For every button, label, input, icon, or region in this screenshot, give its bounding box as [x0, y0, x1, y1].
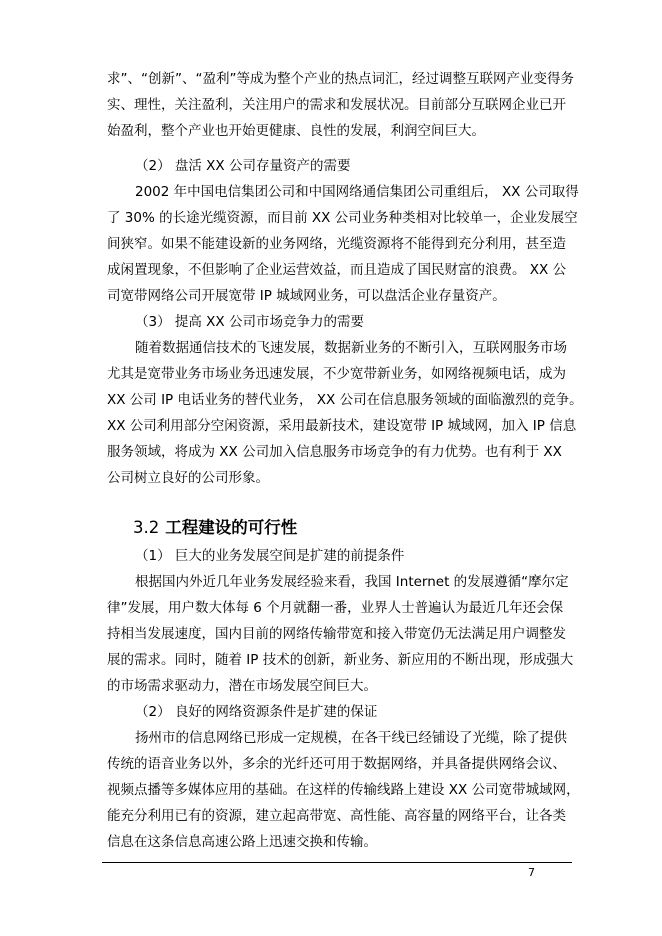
- paragraph-line: 实、理性，关注盈利，关注用户的需求和发展状况。目前部分互联网企业已开: [107, 97, 566, 113]
- section-number: 3.2: [133, 518, 160, 537]
- subheading: （2） 盘活 XX 公司存量资产的需要: [135, 158, 351, 174]
- paragraph-line: XX 公司 IP 电话业务的替代业务， XX 公司在信息服务领域的面临激烈的竞争。: [107, 392, 583, 408]
- paragraph-line: XX 公司利用部分空闲资源，采用最新技术，建设宽带 IP 城域网，加入 IP 信息: [107, 418, 577, 434]
- paragraph-line: 视频点播等多媒体应用的基础。在这样的传输线路上建设 XX 公司宽带城域网，: [107, 782, 580, 798]
- section-title: 工程建设的可行性: [165, 518, 298, 537]
- paragraph-line: 司宽带网络公司开展宽带 IP 城域网业务，可以盘活企业存量资产。: [107, 288, 506, 304]
- paragraph-line: 扬州市的信息网络已形成一定规模，在各干线已经铺设了光缆，除了提供: [135, 730, 567, 746]
- subheading: （3） 提高 XX 公司市场竞争力的需要: [135, 314, 364, 330]
- paragraph-line: 持相当发展速度，国内目前的网络传输带宽和接入带宽仍无法满足用户调整发: [107, 626, 566, 642]
- paragraph-line: 展的需求。同时，随着 IP 技术的创新，新业务、新应用的不断出现，形成强大: [107, 652, 574, 668]
- paragraph-line: 始盈利，整个产业也开始更健康、良性的发展，利润空间巨大。: [107, 123, 485, 139]
- paragraph-line: 2002 年中国电信集团公司和中国网络通信集团公司重组后， XX 公司取得: [135, 184, 579, 200]
- subheading: （2） 良好的网络资源条件是扩建的保证: [135, 704, 378, 720]
- paragraph-line: 信息在这条信息高速公路上迅速交换和传输。: [107, 834, 377, 850]
- paragraph-line: 成闲置现象，不但影响了企业运营效益，而且造成了国民财富的浪费。 XX 公: [107, 262, 567, 278]
- paragraph-line: 服务领域，将成为 XX 公司加入信息服务市场竞争的有力优势。也有利于 XX: [107, 444, 562, 460]
- paragraph-line: 的市场需求驱动力，潜在市场发展空间巨大。: [107, 678, 377, 694]
- subheading: （1） 巨大的业务发展空间是扩建的前提条件: [135, 548, 405, 564]
- paragraph-line: 能充分利用已有的资源，建立起高带宽、高性能、高容量的网络平台，让各类: [107, 808, 566, 824]
- paragraph-line: 公司树立良好的公司形象。: [107, 470, 269, 486]
- paragraph-line: 随着数据通信技术的飞速发展，数据新业务的不断引入，互联网服务市场: [135, 340, 567, 356]
- paragraph-line: 求”、“创新”、“盈利”等成为整个产业的热点词汇，经过调整互联网产业变得务: [107, 71, 574, 87]
- footer-rule: [102, 862, 572, 863]
- paragraph-line: 根据国内外近几年业务发展经验来看，我国 Internet 的发展遵循“摩尔定: [135, 574, 569, 590]
- paragraph-line: 律”发展，用户数大体每 6 个月就翻一番，业界人士普遍认为最近几年还会保: [107, 600, 564, 616]
- page-number: 7: [528, 866, 535, 879]
- paragraph-line: 尤其是宽带业务市场业务迅速发展，不少宽带新业务，如网络视频电话，成为: [107, 366, 566, 382]
- paragraph-line: 间狭窄。如果不能建设新的业务网络，光缆资源将不能得到充分利用，甚至造: [107, 236, 566, 252]
- paragraph-line: 了 30% 的长途光缆资源，而目前 XX 公司业务种类相对比较单一，企业发展空: [107, 210, 578, 226]
- section-heading: [133, 516, 297, 540]
- paragraph-line: 传统的语音业务以外，多余的光纤还可用于数据网络，并具备提供网络会议、: [107, 756, 566, 772]
